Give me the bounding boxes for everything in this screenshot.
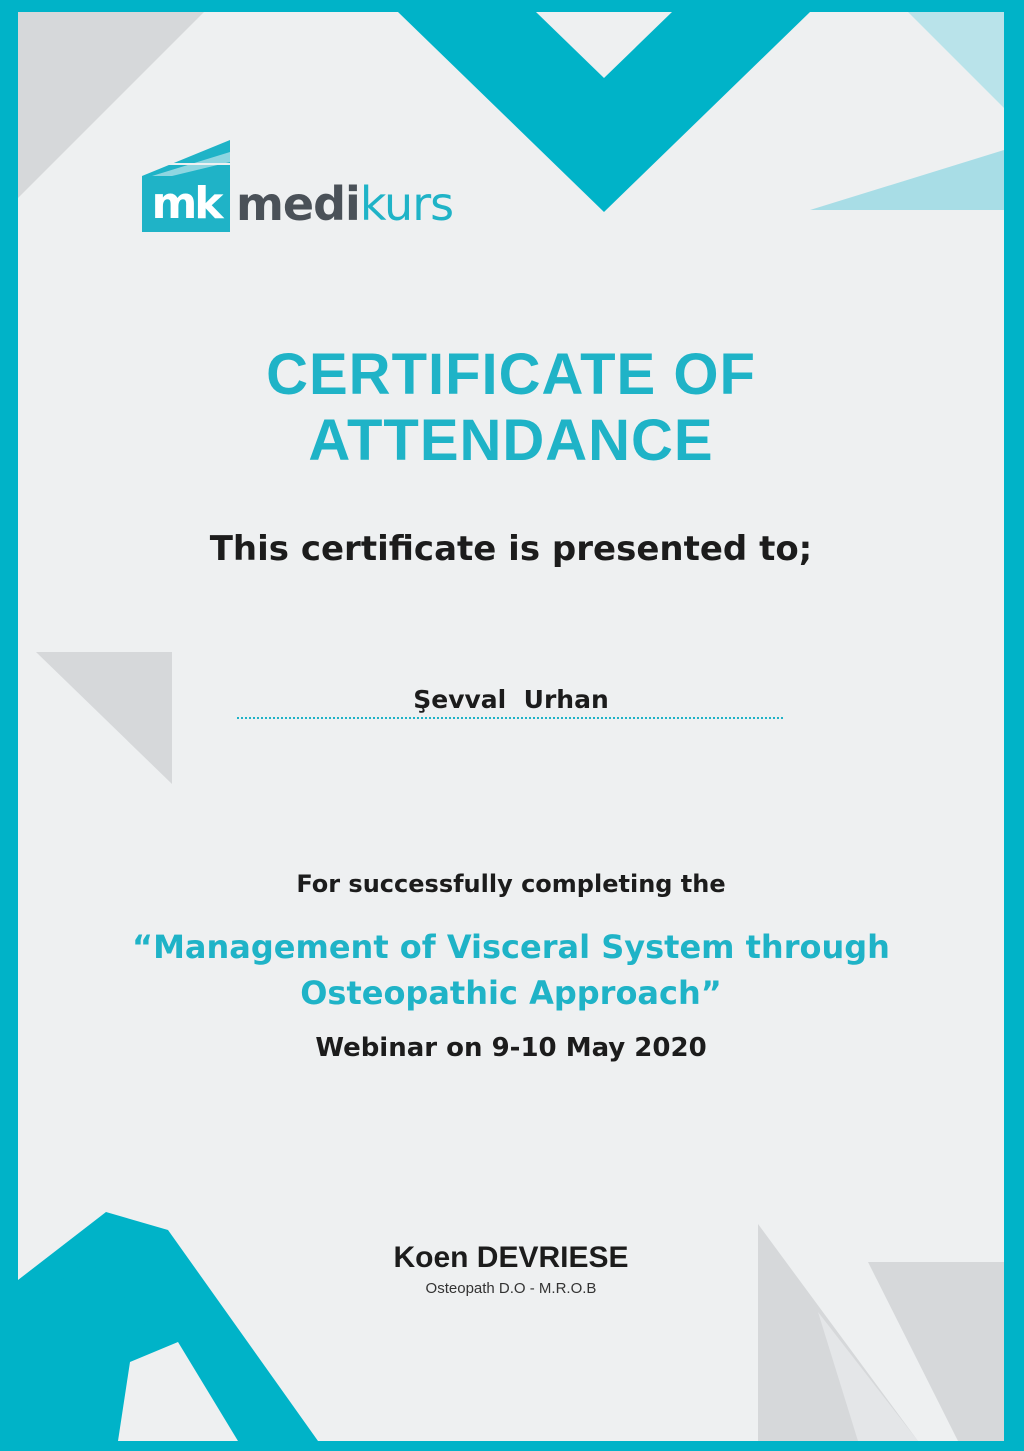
course-title: “Management of Visceral System through Osteopathic Approach” bbox=[132, 928, 890, 1012]
logo-wordmark bbox=[236, 176, 453, 232]
signer-name: Koen DEVRIESE bbox=[393, 1241, 629, 1274]
presented-to-line: This certificate is presented to; bbox=[209, 529, 813, 569]
certificate-panel bbox=[18, 12, 1004, 1441]
name-dotted-line bbox=[237, 717, 783, 719]
medikurs-logo bbox=[142, 134, 502, 234]
certificate-title: CERTIFICATE OF ATTENDANCE bbox=[266, 342, 756, 473]
left-middle-gray-triangle bbox=[36, 652, 172, 784]
top-right-light-triangle bbox=[908, 12, 1004, 108]
logo-word-kurs: kurs bbox=[359, 177, 454, 231]
signer-title: Osteopath D.O - M.R.O.B bbox=[425, 1280, 597, 1297]
logo-mark: mk bbox=[142, 176, 230, 232]
logo-word-medi: medi bbox=[236, 177, 360, 231]
recipient-name: Şevval Urhan bbox=[413, 685, 609, 714]
top-right-light-band bbox=[810, 150, 1004, 210]
event-line: Webinar on 9-10 May 2020 bbox=[315, 1033, 707, 1063]
completion-line: For successfully completing the bbox=[296, 870, 726, 898]
logo-roof-icon bbox=[142, 134, 232, 178]
